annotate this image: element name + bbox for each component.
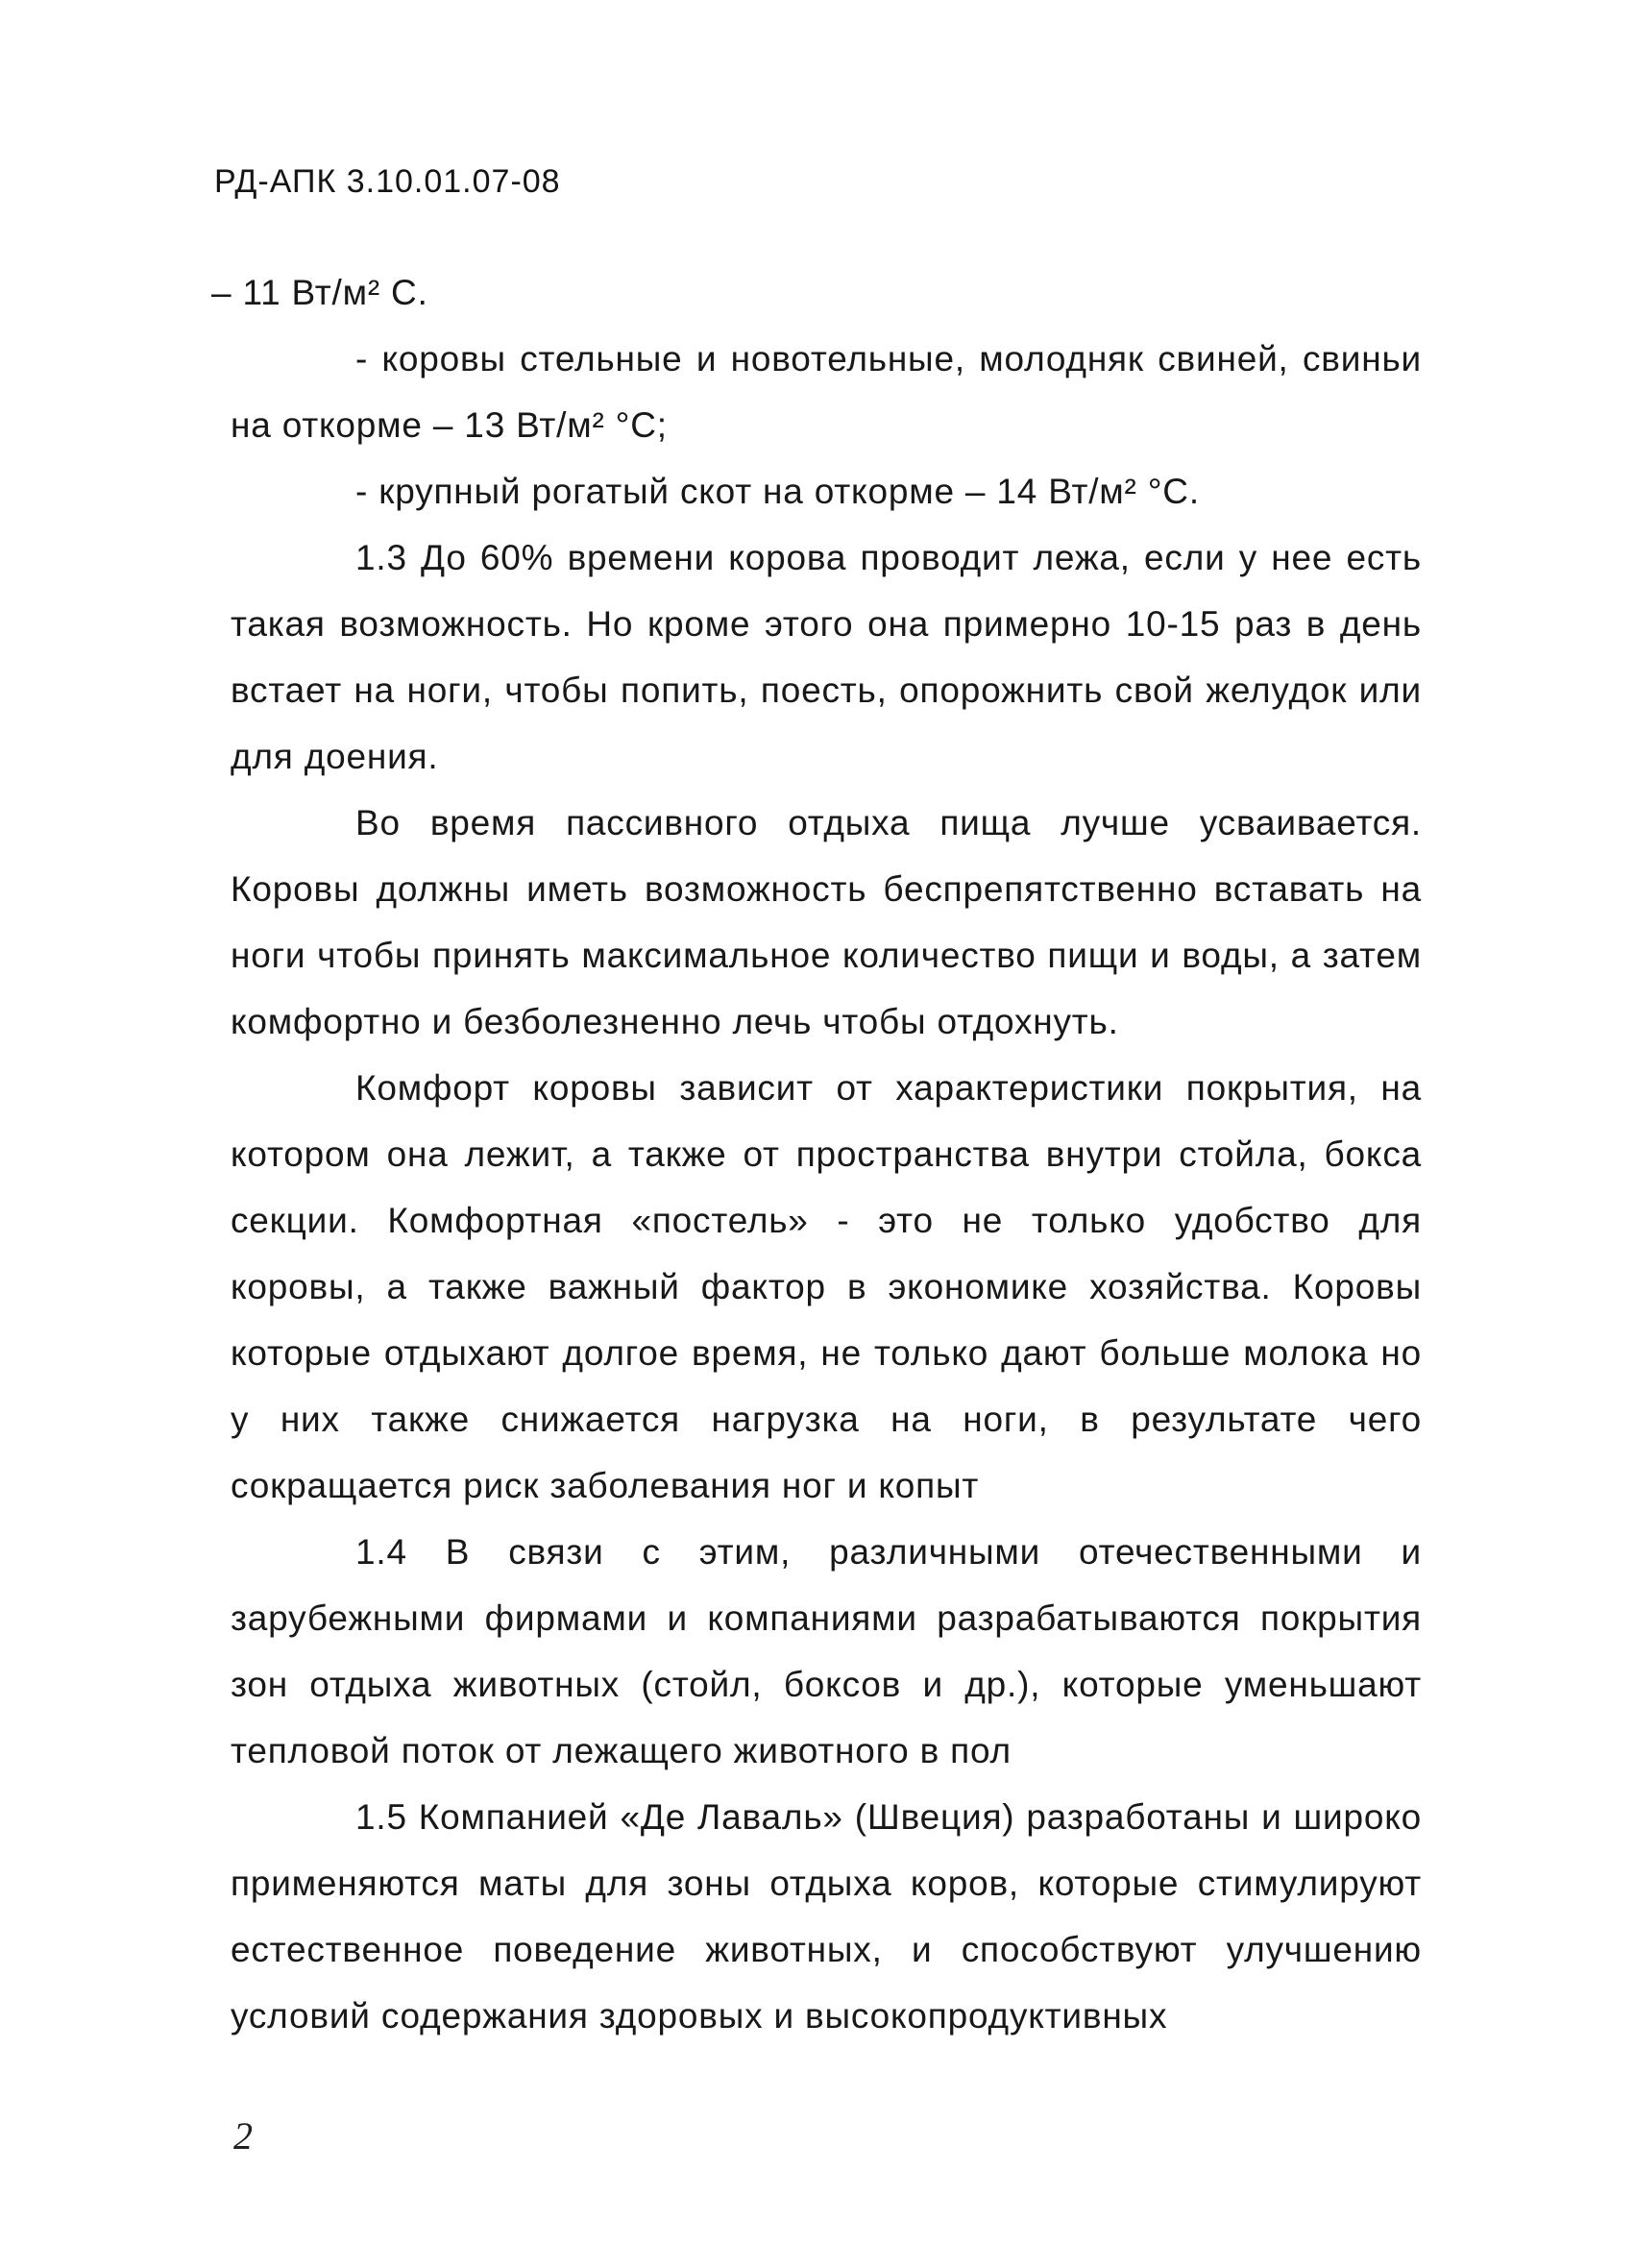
paragraph-continuation: – 11 Вт/м² С.	[211, 273, 428, 312]
paragraph-section-1-5: 1.5 Компанией «Де Лаваль» (Швеция) разработаны и широко применяются маты для зоны отдыха коров, которые стимулируют естественное поведение животных, и способствуют улучшению условий содержания здоровых и высокопродуктивных	[231, 1797, 1422, 2036]
paragraph-list-item: - крупный рогатый скот на откорме – 14 Вт/м² °С.	[355, 472, 1200, 511]
paragraph-list-item: - коровы стельные и новотельные, молодняк свиней, свиньи на откорме – 13 Вт/м² °С;	[231, 339, 1422, 445]
paragraph-body: Комфорт коровы зависит от характеристики покрытия, на котором она лежит, а также от пространства внутри стойла, бокса секции. Комфортная «постель» - это не только удобство для коровы, а также важный фактор в экономике хозяйства. Коровы которые отдыхают долгое время, не только дают больше молока но у них также снижается нагрузка на ноги, в результате чего сокращается риск заболевания ног и копыт	[231, 1068, 1422, 1505]
document-header: РД-АПК 3.10.01.07-08	[214, 163, 561, 200]
paragraph-body: Во время пассивного отдыха пища лучше усваивается. Коровы должны иметь возможность беспрепятственно вставать на ноги чтобы принять максимальное количество пищи и воды, а затем комфортно и безболезненно лечь чтобы отдохнуть.	[231, 803, 1422, 1041]
paragraph-section-1-4: 1.4 В связи с этим, различными отечественными и зарубежными фирмами и компаниями разрабатываются покрытия зон отдыха животных (стойл, боксов и др.), которые уменьшают тепловой поток от лежащего животного в пол	[231, 1532, 1422, 1770]
page-number: 2	[233, 2114, 253, 2158]
paragraph-section-1-3: 1.3 До 60% времени корова проводит лежа, если у нее есть такая возможность. Но кроме этого она примерно 10-15 раз в день встает на ноги, чтобы попить, поесть, опорожнить свой желудок или для доения.	[231, 538, 1422, 776]
document-body	[211, 259, 1422, 2049]
